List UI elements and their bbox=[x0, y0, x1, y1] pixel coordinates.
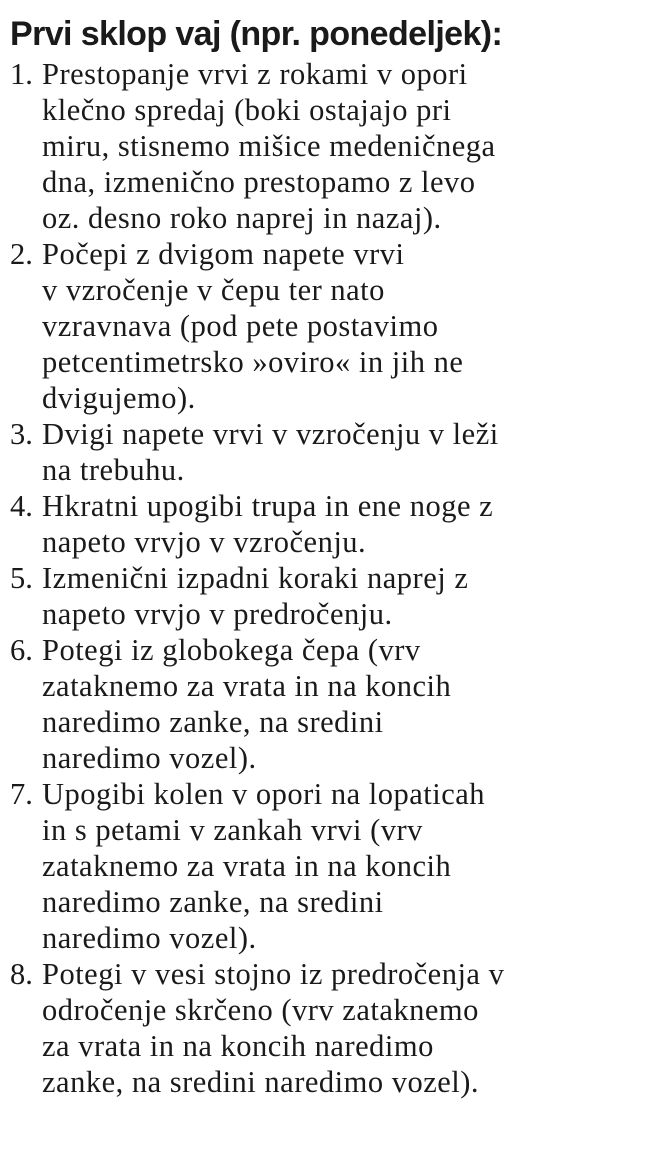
text-line: na trebuhu. bbox=[42, 453, 185, 487]
list-item-number: 2. bbox=[10, 237, 33, 271]
text-line: dna, izmenično prestopamo z levo bbox=[42, 165, 476, 199]
list-item-text bbox=[42, 632, 650, 776]
list-item bbox=[10, 488, 650, 560]
text-line: Upogibi kolen v opori na lopaticah bbox=[42, 777, 486, 811]
list-item-number: 5. bbox=[10, 561, 33, 595]
text-line: naredimo zanke, na sredini bbox=[42, 885, 384, 919]
text-line: naredimo zanke, na sredini bbox=[42, 705, 384, 739]
text-line: odročenje skrčeno (vrv zataknemo bbox=[42, 993, 479, 1027]
text-line: napeto vrvjo v vzročenju. bbox=[42, 525, 367, 559]
list-item bbox=[10, 416, 650, 488]
list-item-text bbox=[42, 488, 650, 560]
list-item bbox=[10, 236, 650, 416]
text-line: Potegi v vesi stojno iz predročenja v bbox=[42, 957, 505, 991]
text-line: napeto vrvjo v predročenju. bbox=[42, 597, 393, 631]
text-line: miru, stisnemo mišice medeničnega bbox=[42, 129, 496, 163]
list-item-text bbox=[42, 236, 650, 416]
page-title: Prvi sklop vaj (npr. ponedeljek): bbox=[10, 15, 503, 53]
list-item bbox=[10, 56, 650, 236]
exercise-list bbox=[10, 56, 650, 1100]
list-item bbox=[10, 776, 650, 956]
list-item-text bbox=[42, 56, 650, 236]
text-line: oz. desno roko naprej in nazaj). bbox=[42, 201, 442, 235]
list-item-text bbox=[42, 416, 650, 488]
list-item-number: 1. bbox=[10, 57, 33, 91]
list-item-number: 8. bbox=[10, 957, 33, 991]
text-line: petcentimetrsko »oviro« in jih ne bbox=[42, 345, 464, 379]
text-line: klečno spredaj (boki ostajajo pri bbox=[42, 93, 452, 127]
text-line: Prestopanje vrvi z rokami v opori bbox=[42, 57, 468, 91]
text-line: Hkratni upogibi trupa in ene noge z bbox=[42, 489, 494, 523]
text-line: Potegi iz globokega čepa (vrv bbox=[42, 633, 421, 667]
list-item-number: 3. bbox=[10, 417, 33, 451]
text-line: zataknemo za vrata in na koncih bbox=[42, 669, 452, 703]
text-line: v vzročenje v čepu ter nato bbox=[42, 273, 385, 307]
text-line: Dvigi napete vrvi v vzročenju v leži bbox=[42, 417, 499, 451]
list-item-text bbox=[42, 560, 650, 632]
list-item-text bbox=[42, 956, 650, 1100]
text-line: Počepi z dvigom napete vrvi bbox=[42, 237, 405, 271]
text-line: dvigujemo). bbox=[42, 381, 196, 415]
text-line: za vrata in na koncih naredimo bbox=[42, 1029, 434, 1063]
list-item-number: 6. bbox=[10, 633, 33, 667]
text-line: naredimo vozel). bbox=[42, 741, 257, 775]
text-line: zanke, na sredini naredimo vozel). bbox=[42, 1065, 480, 1099]
list-item-text bbox=[42, 776, 650, 956]
text-line: in s petami v zankah vrvi (vrv bbox=[42, 813, 423, 847]
text-line: Izmenični izpadni koraki naprej z bbox=[42, 561, 469, 595]
list-item bbox=[10, 560, 650, 632]
text-line: zataknemo za vrata in na koncih bbox=[42, 849, 452, 883]
list-item bbox=[10, 632, 650, 776]
list-item-number: 4. bbox=[10, 489, 33, 523]
text-line: naredimo vozel). bbox=[42, 921, 257, 955]
list-item bbox=[10, 956, 650, 1100]
list-item-number: 7. bbox=[10, 777, 33, 811]
text-line: vzravnava (pod pete postavimo bbox=[42, 309, 439, 343]
